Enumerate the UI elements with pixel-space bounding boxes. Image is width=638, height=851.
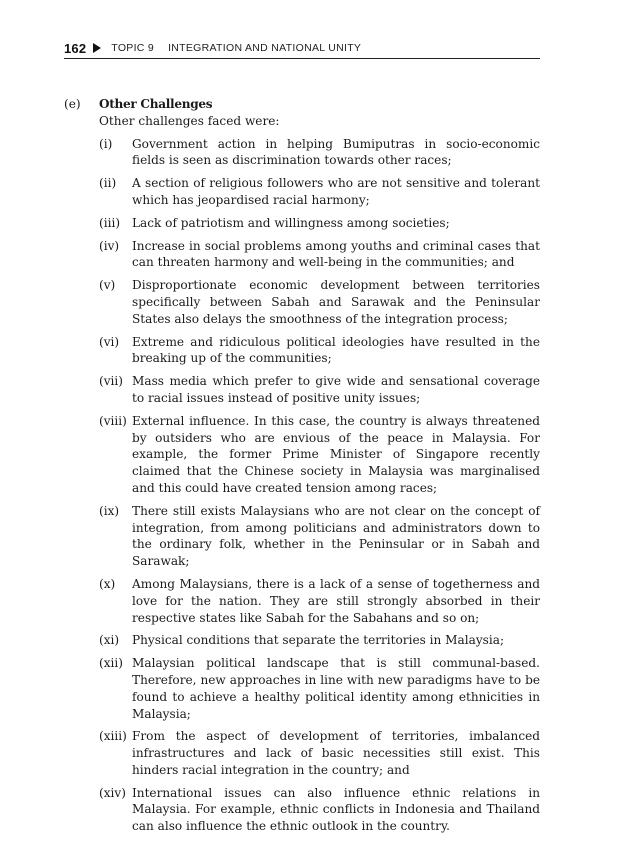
list-item [99, 373, 540, 407]
item-number: (vii) [99, 374, 124, 389]
list-item [99, 632, 540, 649]
list-item [99, 334, 540, 368]
list-item [99, 576, 540, 626]
item-text: Mass media which prefer to give wide and sensational coverage to racial issues instead of positive unity issues; [132, 374, 540, 405]
list-item [99, 175, 540, 209]
item-text: A section of religious followers who are not sensitive and tolerant which has jeopardised racial harmony; [132, 176, 540, 207]
item-text: Extreme and ridiculous political ideologies have resulted in the breaking up of the communities; [132, 334, 540, 366]
item-number: (x) [99, 576, 116, 591]
list-item [99, 785, 540, 835]
running-head [111, 42, 361, 54]
list-item [99, 277, 540, 327]
item-number: (iii) [99, 215, 121, 230]
page-number: 162 [64, 40, 87, 56]
section-row [64, 96, 540, 136]
list-item [99, 728, 540, 778]
topic-title: INTEGRATION AND NATIONAL UNITY [168, 42, 362, 54]
item-text: There still exists Malaysians who are not clear on the concept of integration, from among politicians and administrators down to the ordinary folk, whether in the Peninsular or in Sabah and Sarawak; [132, 503, 540, 569]
section-letter: (e) [64, 97, 81, 111]
item-number: (xiii) [99, 729, 127, 744]
arrow-right-icon [93, 43, 101, 53]
item-number: (xii) [99, 656, 123, 671]
section-content [64, 96, 540, 841]
list-item [99, 503, 540, 570]
list-item [99, 215, 540, 232]
item-number: (iv) [99, 238, 120, 253]
item-text: Among Malaysians, there is a lack of a sense of togetherness and love for the nation. They are still strongly absorbed in their respective states like Sabah for the Sabahans and so on; [132, 576, 540, 625]
item-number: (ix) [99, 503, 120, 518]
page-header [64, 38, 540, 59]
item-number: (xi) [99, 633, 120, 648]
section-intro: Other challenges faced were: [99, 113, 280, 128]
list-item [99, 238, 540, 272]
item-text: External influence. In this case, the country is always threatened by outsiders who are envious of the peace in Malaysia. For example, the former Prime Minister of Singapore recently claimed that the Chinese society in Malaysia was marginalised and this could have created tension among races; [132, 413, 540, 495]
list-item [99, 413, 540, 497]
item-text: Government action in helping Bumiputras in socio-economic fields is seen as discrimination towards other races; [132, 136, 540, 168]
item-text: Lack of patriotism and willingness among societies; [132, 215, 450, 230]
item-number: (i) [99, 136, 113, 151]
list-item [99, 136, 540, 170]
item-number: (ii) [99, 176, 117, 191]
item-number: (xiv) [99, 785, 126, 800]
item-text: Physical conditions that separate the territories in Malaysia; [132, 633, 505, 648]
item-text: International issues can also influence ethnic relations in Malaysia. For example, ethnic conflicts in Indonesia and Thailand can also influence the ethnic outlook in the country. [132, 785, 540, 834]
item-text: From the aspect of development of territories, imbalanced infrastructures and lack of basic necessities still exist. This hinders racial integration in the country; and [132, 729, 540, 777]
item-text: Disproportionate economic development between territories specifically between Sabah and Sarawak and the Peninsular States also delays the smoothness of the integration process; [132, 278, 540, 326]
item-text: Malaysian political landscape that is still communal-based. Therefore, new approaches in line with new paradigms have to be found to achieve a healthy political identity among ethnicities in Malaysia; [132, 656, 540, 721]
item-text: Increase in social problems among youths and criminal cases that can threaten harmony and well-being in the communities; and [132, 238, 540, 270]
challenge-list [99, 136, 540, 835]
item-number: (viii) [99, 413, 127, 428]
topic-label: TOPIC 9 [111, 42, 155, 54]
item-number: (v) [99, 278, 116, 293]
section-body [99, 96, 540, 136]
list-item [99, 655, 540, 722]
section-title: Other Challenges [99, 97, 213, 111]
item-number: (vi) [99, 334, 120, 349]
